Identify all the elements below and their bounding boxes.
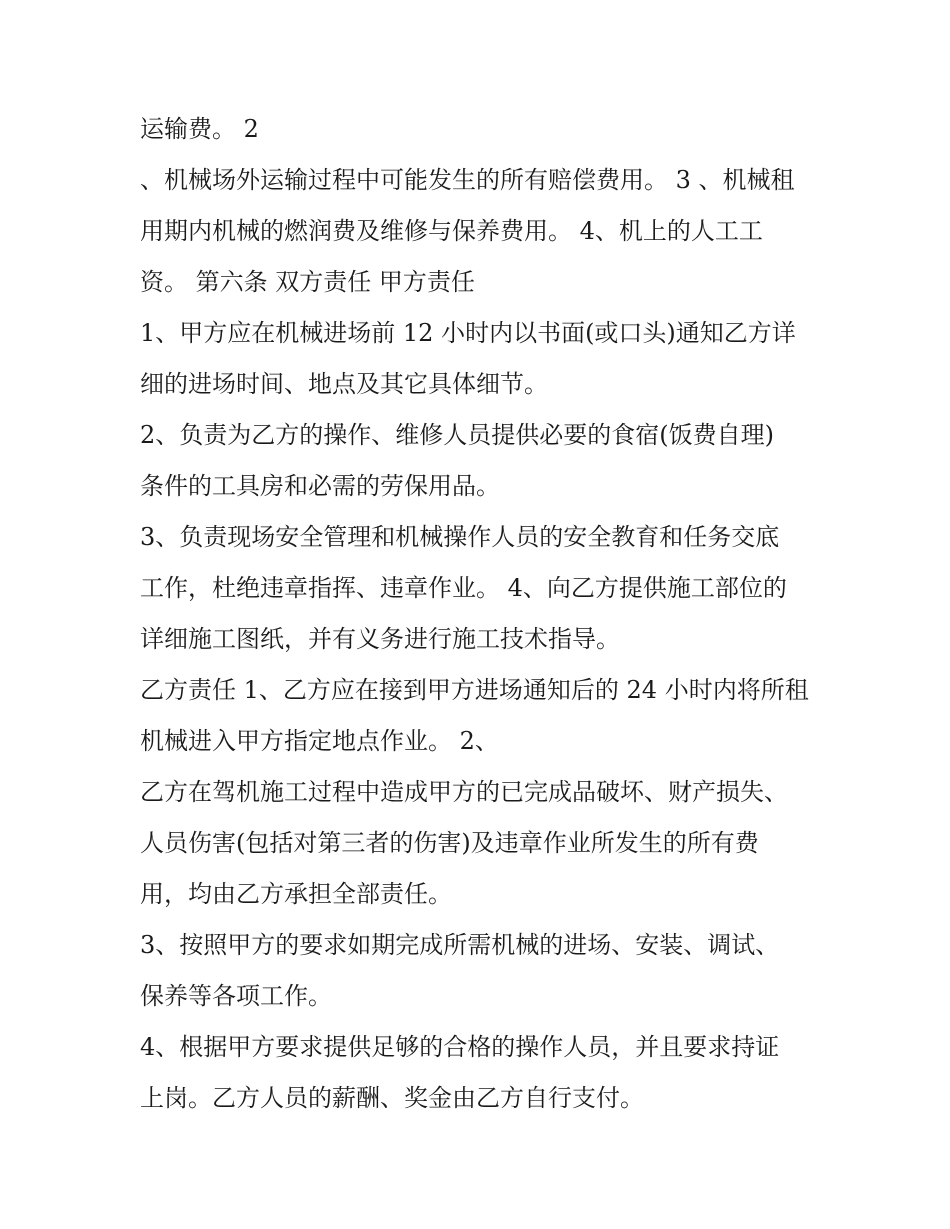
text-line: 2、负责为乙方的操作、维修人员提供必要的食宿(饭费自理) <box>140 421 774 449</box>
text-line: 人员伤害(包括对第三者的伤害)及违章作业所发生的所有费 <box>140 829 759 857</box>
text-line: 上岗。乙方人员的薪酬、奖金由乙方自行支付。 <box>140 1084 644 1112</box>
text-line: 工作，杜绝违章指挥、违章作业。 4、向乙方提供施工部位的 <box>140 574 787 602</box>
text-line: 、机械场外运输过程中可能发生的所有赔偿费用。 3 、机械租 <box>140 166 795 194</box>
text-line: 乙方在驾机施工过程中造成甲方的已完成品破坏、财产损失、 <box>140 778 788 806</box>
text-line: 用期内机械的燃润费及维修与保养费用。 4、机上的人工工 <box>140 217 763 245</box>
text-line: 3、按照甲方的要求如期完成所需机械的进场、安装、调试、 <box>140 931 780 959</box>
text-line: 资。 第六条 双方责任 甲方责任 <box>140 268 475 296</box>
text-line: 用，均由乙方承担全部责任。 <box>140 880 452 908</box>
text-line: 机械进入甲方指定地点作业。 2、 <box>140 727 499 755</box>
text-line: 1、甲方应在机械进场前 12 小时内以书面(或口头)通知乙方详 <box>140 319 796 347</box>
text-line: 运输费。 2 <box>140 115 259 143</box>
text-line: 条件的工具房和必需的劳保用品。 <box>140 472 500 500</box>
document-body <box>140 104 840 1124</box>
text-line: 乙方责任 1、乙方应在接到甲方进场通知后的 24 小时内将所租 <box>140 676 809 704</box>
text-line: 细的进场时间、地点及其它具体细节。 <box>140 370 548 398</box>
text-line: 详细施工图纸，并有义务进行施工技术指导。 <box>140 625 620 653</box>
text-line: 3、负责现场安全管理和机械操作人员的安全教育和任务交底 <box>140 523 780 551</box>
text-line: 保养等各项工作。 <box>140 982 332 1010</box>
text-line: 4、根据甲方要求提供足够的合格的操作人员，并且要求持证 <box>140 1033 780 1061</box>
